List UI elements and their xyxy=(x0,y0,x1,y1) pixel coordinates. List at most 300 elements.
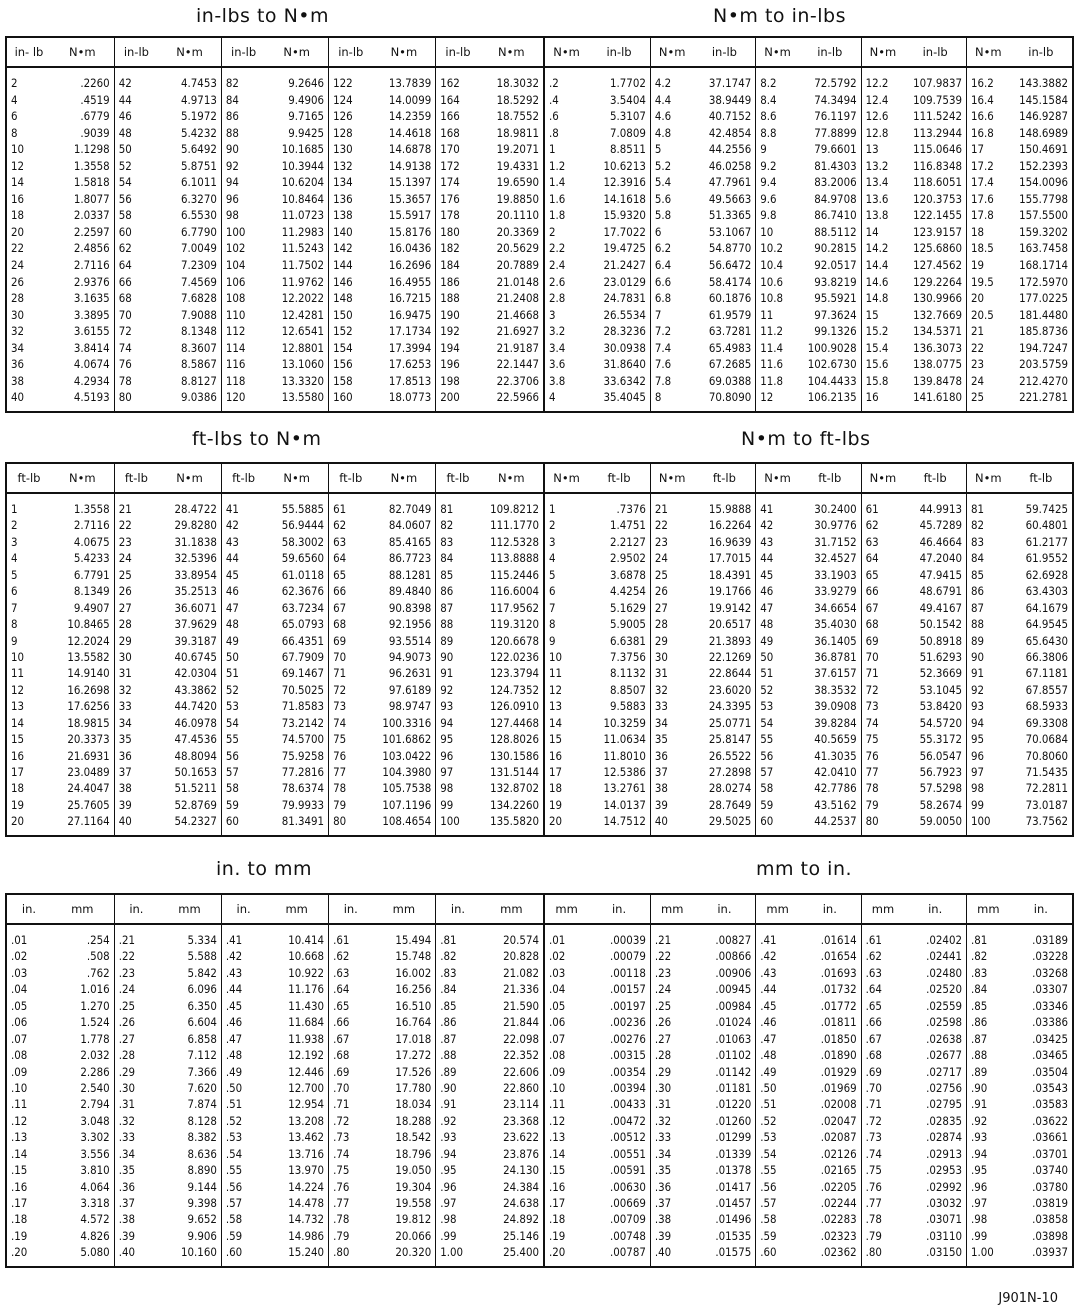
value-cell: 79.9933 xyxy=(281,797,325,812)
value-cell: 75.9258 xyxy=(281,748,325,763)
value-cell: .00354 xyxy=(610,1064,646,1079)
value-cell: 3.302 xyxy=(80,1130,110,1145)
key-cell: 72 xyxy=(865,682,879,697)
value-cell: 17.780 xyxy=(395,1080,432,1095)
value-cell: 58.2674 xyxy=(919,797,962,812)
value-cell: 23.6020 xyxy=(708,682,752,697)
value-cell: .00433 xyxy=(610,1097,646,1112)
value-cell: 116.8348 xyxy=(913,158,962,173)
key-cell: 4 xyxy=(11,551,18,566)
key-cell: .36 xyxy=(118,1179,135,1194)
value-cell: 30.2400 xyxy=(814,502,857,516)
key-cell: 17.8 xyxy=(971,208,994,223)
value-cell: 17.7022 xyxy=(603,224,646,239)
key-cell: 28 xyxy=(118,617,132,632)
value-cell: 56.7923 xyxy=(919,765,962,779)
key-cell: 100 xyxy=(440,814,460,829)
key-column xyxy=(7,68,51,406)
value-cell: .00157 xyxy=(610,982,646,997)
key-cell: 11 xyxy=(760,307,774,322)
value-cell: 6.350 xyxy=(187,998,217,1013)
value-cell: .00512 xyxy=(610,1130,646,1145)
key-cell: 4.2 xyxy=(654,76,672,90)
value-cell: 29.8280 xyxy=(174,518,217,533)
key-cell: 93 xyxy=(971,699,985,714)
value-cell: 181.4480 xyxy=(1019,307,1068,322)
key-cell: .68 xyxy=(333,1048,350,1063)
key-cell: .36 xyxy=(654,1179,672,1194)
value-cell: 54.5720 xyxy=(919,715,962,730)
key-cell: 194 xyxy=(440,340,460,355)
value-cell: 72.5792 xyxy=(814,76,857,90)
value-cell: 109.7539 xyxy=(913,92,962,107)
key-cell: 48 xyxy=(760,617,774,632)
value-cell: 68.5933 xyxy=(1025,699,1068,714)
key-cell: 36 xyxy=(11,357,25,372)
value-cell: .01614 xyxy=(820,933,857,947)
key-cell: 62 xyxy=(118,241,132,256)
value-cell: 127.4562 xyxy=(913,258,962,273)
key-cell: .49 xyxy=(225,1064,243,1079)
value-cell: 67.8557 xyxy=(1025,682,1068,697)
key-cell: 9.8 xyxy=(760,208,777,223)
value-cell: 13.3320 xyxy=(281,373,325,388)
key-cell: .80 xyxy=(865,1245,882,1260)
key-cell: .87 xyxy=(440,1031,457,1046)
column-header: ft-lb xyxy=(694,464,756,493)
key-cell: 48 xyxy=(118,125,132,140)
conversion-table xyxy=(545,464,1072,835)
key-cell: .84 xyxy=(971,982,988,997)
column-header: in-lb xyxy=(114,38,158,67)
key-cell: 4.4 xyxy=(654,92,672,107)
value-column xyxy=(904,494,966,830)
key-cell: 74 xyxy=(865,715,879,730)
key-cell: 46 xyxy=(118,109,132,124)
column-header: in-lb xyxy=(221,38,265,67)
key-cell: 126 xyxy=(333,109,353,124)
key-cell: 17.6 xyxy=(971,191,994,206)
key-cell: 29 xyxy=(118,633,132,648)
value-cell: 7.366 xyxy=(187,1064,217,1079)
key-cell: 55 xyxy=(225,732,239,747)
key-cell: 8.2 xyxy=(760,76,777,90)
key-cell: 2 xyxy=(11,76,18,90)
value-cell: .00276 xyxy=(610,1031,646,1046)
value-cell: 20.1110 xyxy=(496,208,539,223)
key-cell: .94 xyxy=(440,1146,457,1161)
section-title-in-to-mm: in. to mm xyxy=(216,858,313,880)
value-cell: 105.7538 xyxy=(382,781,432,796)
value-cell: 18.9815 xyxy=(67,715,110,730)
value-cell: 27.1164 xyxy=(67,814,110,829)
value-cell: 15.5917 xyxy=(388,208,432,223)
key-cell: 46 xyxy=(760,584,774,599)
value-cell: 20.6517 xyxy=(708,617,752,632)
key-cell: 13.2 xyxy=(865,158,889,173)
key-cell: 59 xyxy=(760,797,774,812)
key-cell: 17.2 xyxy=(971,158,994,173)
value-cell: 17.018 xyxy=(395,1031,432,1046)
key-cell: 11.2 xyxy=(760,324,784,339)
key-cell: 6 xyxy=(549,584,556,599)
value-cell: 14.986 xyxy=(288,1228,325,1243)
value-cell: 24.4047 xyxy=(67,781,110,796)
column-header: in-lb xyxy=(436,38,480,67)
key-column xyxy=(651,925,694,1261)
value-cell: 34.6654 xyxy=(814,600,857,615)
value-cell: .00906 xyxy=(715,965,752,980)
key-cell: 6 xyxy=(654,224,662,239)
value-cell: 54.2327 xyxy=(174,814,217,829)
key-cell: 23 xyxy=(654,534,668,549)
value-cell: 59.7425 xyxy=(1025,502,1068,516)
key-column xyxy=(756,925,799,1261)
key-cell: 10 xyxy=(11,649,25,664)
value-cell: 1.7702 xyxy=(610,76,646,90)
key-cell: 3 xyxy=(11,534,18,549)
key-cell: 23 xyxy=(118,534,132,549)
key-cell: 12.4 xyxy=(865,92,889,107)
column-header: N•m xyxy=(756,464,799,493)
key-cell: .06 xyxy=(11,1015,28,1030)
value-cell: .9039 xyxy=(80,125,110,140)
key-cell: 100 xyxy=(225,224,246,239)
value-cell: .00079 xyxy=(610,949,646,964)
value-cell: 9.9425 xyxy=(288,125,325,140)
key-cell: 21 xyxy=(118,502,132,516)
value-cell: 21.6931 xyxy=(67,748,110,763)
value-cell: 104.3980 xyxy=(382,765,432,779)
key-cell: 188 xyxy=(440,291,460,306)
key-cell: 18 xyxy=(11,208,25,223)
key-cell: 85 xyxy=(440,567,454,582)
value-cell: .00236 xyxy=(610,1015,646,1030)
value-cell: 28.3236 xyxy=(603,324,646,339)
value-cell: 113.8888 xyxy=(490,551,539,566)
key-cell: 77 xyxy=(333,765,347,779)
column-header: N•m xyxy=(480,464,543,493)
value-cell: 22.606 xyxy=(503,1064,539,1079)
key-cell: 73 xyxy=(333,699,347,714)
key-cell: .21 xyxy=(654,933,672,947)
key-cell: 1.2 xyxy=(549,158,566,173)
value-cell: 134.5371 xyxy=(913,324,962,339)
key-cell: 56 xyxy=(760,748,774,763)
value-cell: 10.1685 xyxy=(281,142,325,157)
key-cell: 11 xyxy=(549,666,563,681)
key-cell: 110 xyxy=(225,307,246,322)
value-cell: .03701 xyxy=(1032,1146,1068,1161)
key-cell: 77 xyxy=(865,765,879,779)
value-cell: 14.6878 xyxy=(388,142,432,157)
key-cell: 38 xyxy=(11,373,25,388)
value-cell: 70.8090 xyxy=(708,390,752,405)
value-cell: 120.6678 xyxy=(490,633,539,648)
key-cell: .44 xyxy=(760,982,777,997)
key-cell: 70 xyxy=(865,649,879,664)
value-cell: 9.906 xyxy=(187,1228,217,1243)
key-cell: 39 xyxy=(654,797,668,812)
value-cell: .03622 xyxy=(1032,1113,1068,1128)
key-cell: 48 xyxy=(225,617,239,632)
value-cell: .00197 xyxy=(610,998,646,1013)
key-cell: 20 xyxy=(971,291,985,306)
value-cell: 9.0386 xyxy=(181,390,217,405)
key-cell: .25 xyxy=(654,998,672,1013)
value-cell: 5.9005 xyxy=(610,617,646,632)
key-cell: 6.6 xyxy=(654,274,672,289)
value-column xyxy=(51,68,114,406)
value-cell: 16.0436 xyxy=(388,241,432,256)
key-cell: 52 xyxy=(118,158,132,173)
value-cell: 66.4351 xyxy=(281,633,325,648)
key-cell: 2 xyxy=(549,518,556,533)
value-cell: 8.636 xyxy=(187,1146,217,1161)
key-cell: .86 xyxy=(971,1015,988,1030)
key-cell: .46 xyxy=(760,1015,777,1030)
key-cell: .72 xyxy=(333,1113,350,1128)
key-cell: 73 xyxy=(865,699,879,714)
value-cell: .254 xyxy=(86,933,110,947)
value-cell: 46.0258 xyxy=(708,158,752,173)
value-cell: 131.5144 xyxy=(490,765,539,779)
value-cell: 16.9475 xyxy=(388,307,432,322)
value-cell: 10.160 xyxy=(181,1245,217,1260)
value-cell: 73.7562 xyxy=(1025,814,1068,829)
key-cell: .07 xyxy=(549,1031,566,1046)
value-cell: 12.6541 xyxy=(281,324,325,339)
value-cell: 57.5298 xyxy=(919,781,962,796)
key-cell: 36 xyxy=(654,748,668,763)
value-cell: .02835 xyxy=(926,1113,962,1128)
key-cell: 46 xyxy=(225,584,239,599)
value-cell: 21.082 xyxy=(503,965,539,980)
key-cell: .21 xyxy=(118,933,135,947)
key-cell: 57 xyxy=(225,765,239,779)
key-cell: 5 xyxy=(549,567,556,582)
key-cell: 16 xyxy=(11,191,25,206)
value-cell: 25.400 xyxy=(503,1245,539,1260)
key-cell: 16.4 xyxy=(971,92,994,107)
key-cell: 90 xyxy=(440,649,454,664)
key-cell: 4 xyxy=(549,551,556,566)
value-cell: 8.1349 xyxy=(73,584,110,599)
value-cell: 40.6745 xyxy=(174,649,217,664)
value-cell: 15.3657 xyxy=(388,191,432,206)
key-cell: .82 xyxy=(971,949,988,964)
key-cell: .89 xyxy=(971,1064,988,1079)
key-cell: 50 xyxy=(118,142,132,157)
key-cell: 70 xyxy=(118,307,132,322)
column-header: N•m xyxy=(51,464,114,493)
key-cell: .28 xyxy=(654,1048,672,1063)
key-cell: 89 xyxy=(440,633,454,648)
key-cell: .20 xyxy=(549,1245,566,1260)
value-cell: 18.5292 xyxy=(496,92,539,107)
value-cell: 4.826 xyxy=(80,1228,110,1243)
value-cell: 13.5582 xyxy=(67,649,110,664)
key-cell: 14.6 xyxy=(865,274,889,289)
key-cell: 84 xyxy=(440,551,454,566)
key-cell: .90 xyxy=(971,1080,988,1095)
value-cell: 51.6293 xyxy=(919,649,962,664)
value-cell: 2.0337 xyxy=(73,208,110,223)
value-cell: 61.2177 xyxy=(1025,534,1068,549)
key-cell: 2.4 xyxy=(549,258,566,273)
value-cell: 19.6590 xyxy=(496,175,539,190)
value-cell: 14.2359 xyxy=(388,109,432,124)
key-cell: .89 xyxy=(440,1064,457,1079)
value-cell: 18.4391 xyxy=(708,567,752,582)
key-cell: 30 xyxy=(118,649,132,664)
key-cell: 1.6 xyxy=(549,191,566,206)
key-cell: 44 xyxy=(760,551,774,566)
key-cell: 6.4 xyxy=(654,258,672,273)
value-cell: 98.9747 xyxy=(388,699,432,714)
value-cell: .01181 xyxy=(715,1080,752,1095)
value-cell: 15.748 xyxy=(395,949,432,964)
value-cell: 17.7015 xyxy=(708,551,752,566)
value-cell: 26.5534 xyxy=(603,307,646,322)
value-cell: 17.272 xyxy=(395,1048,432,1063)
value-cell: 78.6374 xyxy=(281,781,325,796)
key-cell: .58 xyxy=(760,1212,777,1227)
value-cell: 115.0646 xyxy=(913,142,962,157)
key-cell: 55 xyxy=(760,732,774,747)
key-cell: .45 xyxy=(760,998,777,1013)
key-cell: 22 xyxy=(654,518,668,533)
value-cell: 14.9138 xyxy=(388,158,432,173)
key-cell: .77 xyxy=(333,1196,350,1210)
value-cell: .00748 xyxy=(610,1228,646,1243)
value-cell: .03268 xyxy=(1032,965,1068,980)
key-cell: 19.5 xyxy=(971,274,994,289)
value-cell: 11.430 xyxy=(288,998,325,1013)
value-cell: 47.2040 xyxy=(919,551,962,566)
key-cell: .98 xyxy=(440,1212,457,1227)
value-cell: .02992 xyxy=(926,1179,962,1194)
value-cell: 14.7512 xyxy=(603,814,646,829)
key-cell: .47 xyxy=(760,1031,777,1046)
value-column xyxy=(1010,925,1072,1261)
value-cell: .01063 xyxy=(715,1031,752,1046)
value-cell: 5.4232 xyxy=(181,125,217,140)
value-cell: 146.9287 xyxy=(1019,109,1068,124)
value-cell: .03898 xyxy=(1032,1228,1068,1243)
key-cell: 81 xyxy=(440,502,454,516)
value-column xyxy=(588,494,650,830)
key-cell: 95 xyxy=(440,732,454,747)
value-column xyxy=(480,68,543,406)
value-cell: 89.4840 xyxy=(388,584,432,599)
key-cell: 16 xyxy=(865,390,879,405)
value-cell: 2.7116 xyxy=(73,518,110,533)
value-cell: 157.5500 xyxy=(1019,208,1068,223)
value-cell: 8.5867 xyxy=(181,357,217,372)
key-cell: 60 xyxy=(118,224,132,239)
value-cell: 42.0410 xyxy=(814,765,857,779)
value-cell: 36.8781 xyxy=(814,649,857,664)
key-cell: 19 xyxy=(11,797,25,812)
value-cell: 21.2427 xyxy=(603,258,646,273)
key-cell: .18 xyxy=(549,1212,566,1227)
column-header: ft-lb xyxy=(588,464,650,493)
ftlbs-nm-table-box xyxy=(5,462,1074,837)
column-header: mm xyxy=(756,895,799,924)
key-cell: 92 xyxy=(225,158,239,173)
value-cell: 20.3373 xyxy=(67,732,110,747)
key-cell: .53 xyxy=(760,1130,777,1145)
value-cell: 56.0547 xyxy=(919,748,962,763)
key-cell: .08 xyxy=(11,1048,28,1063)
value-cell: 12.446 xyxy=(288,1064,325,1079)
value-cell: 10.414 xyxy=(288,933,325,947)
key-cell: .92 xyxy=(971,1113,988,1128)
key-cell: .11 xyxy=(549,1097,566,1112)
key-cell: 38 xyxy=(654,781,668,796)
value-cell: .00591 xyxy=(610,1163,646,1178)
value-column xyxy=(694,494,756,830)
key-cell: 24 xyxy=(118,551,132,566)
key-cell: .58 xyxy=(225,1212,243,1227)
value-cell: 48.8094 xyxy=(174,748,217,763)
key-cell: 14 xyxy=(11,175,25,190)
value-cell: 24.3395 xyxy=(708,699,752,714)
column-header: ft-lb xyxy=(904,464,966,493)
section-title-nm-to-inlbs: N•m to in-lbs xyxy=(713,5,846,27)
key-cell: 90 xyxy=(225,142,239,157)
key-cell: 170 xyxy=(440,142,460,157)
key-cell: 122 xyxy=(333,76,353,90)
value-cell: 7.6828 xyxy=(181,291,217,306)
key-cell: 86 xyxy=(971,584,985,599)
value-cell: 96.2631 xyxy=(388,666,432,681)
key-cell: 25 xyxy=(971,390,985,405)
column-header: mm xyxy=(545,895,588,924)
key-cell: .03 xyxy=(549,965,566,980)
value-cell: .03937 xyxy=(1032,1245,1068,1260)
value-cell: 93.5514 xyxy=(388,633,432,648)
value-cell: 4.572 xyxy=(80,1212,110,1227)
key-cell: 5.8 xyxy=(654,208,672,223)
column-header: N•m xyxy=(756,38,799,67)
key-cell: 49 xyxy=(760,633,774,648)
key-cell: 134 xyxy=(333,175,353,190)
value-cell: 8.8507 xyxy=(610,682,646,697)
value-cell: 1.3558 xyxy=(73,158,110,173)
value-cell: 24.7831 xyxy=(603,291,646,306)
key-cell: 74 xyxy=(118,340,132,355)
value-cell: 152.2393 xyxy=(1019,158,1068,173)
key-cell: 158 xyxy=(333,373,353,388)
key-cell: 166 xyxy=(440,109,460,124)
value-cell: 111.1770 xyxy=(490,518,539,533)
key-cell: 13 xyxy=(549,699,563,714)
value-cell: 13.7839 xyxy=(388,76,432,90)
key-cell: 53 xyxy=(225,699,239,714)
value-cell: 64.1679 xyxy=(1025,600,1068,615)
key-column xyxy=(7,494,51,830)
value-cell: 19.558 xyxy=(395,1196,432,1210)
value-column xyxy=(265,68,328,406)
key-cell: 13.8 xyxy=(865,208,889,223)
key-cell: .65 xyxy=(333,998,350,1013)
column-header: N•m xyxy=(861,38,904,67)
key-cell: 81 xyxy=(971,502,985,516)
value-cell: 3.6155 xyxy=(73,324,110,339)
key-cell: 1 xyxy=(549,142,556,157)
